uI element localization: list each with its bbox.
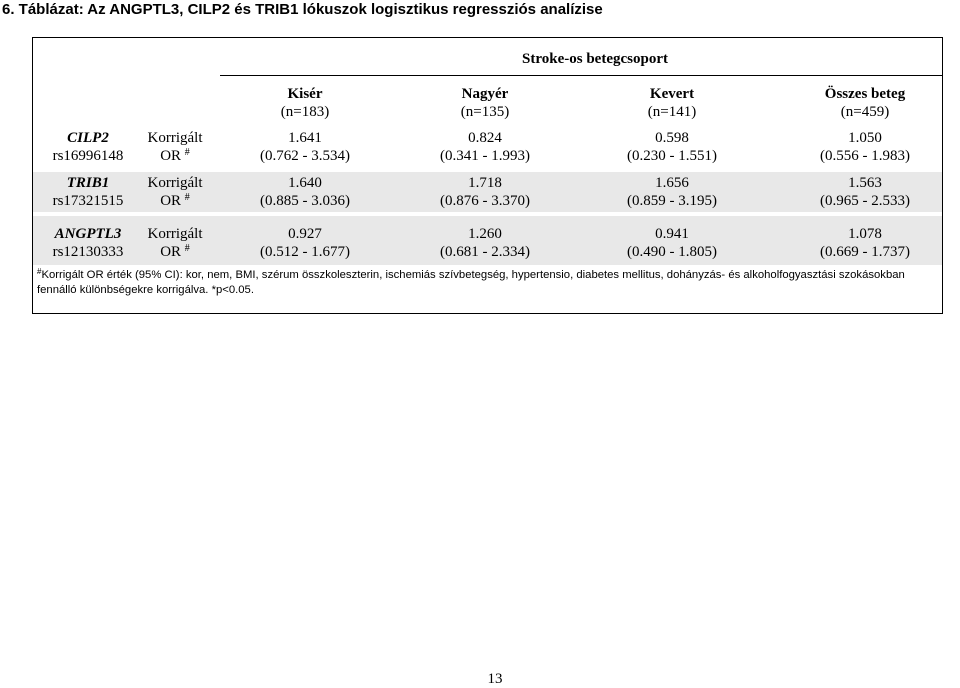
column-header-kevert: Kevert (n=141) <box>647 86 697 120</box>
cell-trib1-kiser: 1.640 (0.885 - 3.036) <box>260 175 350 209</box>
cell-trib1-osszes: 1.563 (0.965 - 2.533) <box>820 175 910 209</box>
group-header: Stroke-os betegcsoport <box>522 51 668 67</box>
cell-angptl3-kiser: 0.927 (0.512 - 1.677) <box>260 226 350 260</box>
column-header-nagyer: Nagyér (n=135) <box>460 86 510 120</box>
column-header-osszes: Összes beteg (n=459) <box>824 86 906 120</box>
row-angptl3-gene: ANGPTL3 rs12130333 <box>52 226 124 260</box>
table-title: 6. Táblázat: Az ANGPTL3, CILP2 és TRIB1 lókuszok logisztikus regressziós analízise <box>2 1 603 18</box>
cell-angptl3-kevert: 0.941 (0.490 - 1.805) <box>627 226 717 260</box>
row-angptl3-label: Korrigált OR # <box>147 226 203 260</box>
cell-cilp2-kiser: 1.641 (0.762 - 3.534) <box>260 130 350 164</box>
cell-angptl3-nagyer: 1.260 (0.681 - 2.334) <box>440 226 530 260</box>
row-trib1-gene: TRIB1 rs17321515 <box>52 175 124 209</box>
cell-cilp2-nagyer: 0.824 (0.341 - 1.993) <box>440 130 530 164</box>
cell-trib1-kevert: 1.656 (0.859 - 3.195) <box>627 175 717 209</box>
row-trib1-label: Korrigált OR # <box>147 175 203 209</box>
cell-cilp2-osszes: 1.050 (0.556 - 1.983) <box>820 130 910 164</box>
cell-angptl3-osszes: 1.078 (0.669 - 1.737) <box>820 226 910 260</box>
column-header-kiser: Kisér (n=183) <box>280 86 330 120</box>
cell-trib1-nagyer: 1.718 (0.876 - 3.370) <box>440 175 530 209</box>
page-number: 13 <box>487 671 503 687</box>
row-cilp2-gene: CILP2 rs16996148 <box>52 130 124 164</box>
cell-cilp2-kevert: 0.598 (0.230 - 1.551) <box>627 130 717 164</box>
row-cilp2-label: Korrigált OR # <box>147 130 203 164</box>
table-footnote: #Korrigált OR érték (95% CI): kor, nem, BMI, szérum összkoleszterin, ischemiás szívbetegség, hypertensio, diabetes mellitus, dohányzás- és alkoholfogyasztási szokásokban fennálló különbségekre korrigálva. *p<0.05. <box>37 267 905 296</box>
header-rule <box>220 75 942 76</box>
